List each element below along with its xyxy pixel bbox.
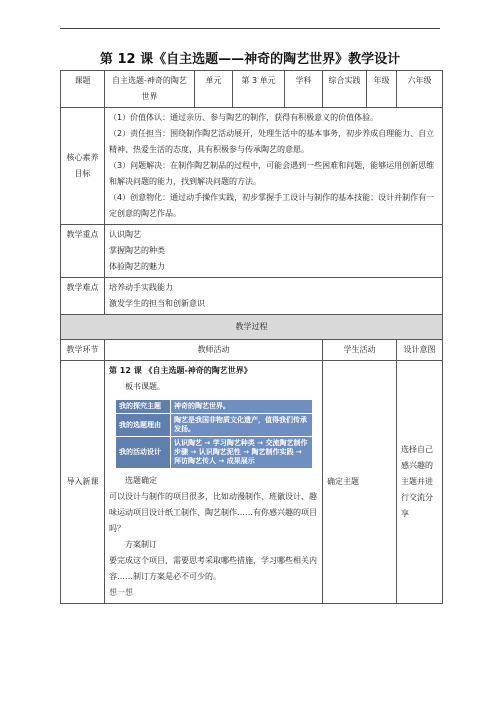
banner-value: 神奇的陶艺世界。	[171, 400, 312, 413]
topic-value: 自主选题-神奇的陶艺世界	[105, 71, 195, 108]
banner-row	[116, 400, 312, 413]
lesson-plan-table	[60, 70, 443, 604]
core-literacy-item: （2）责任担当：围绕制作陶艺活动展开，处理生活中的基本事务，初步养成自理能力、自立精神、热爱生活的态度，具有积极参与传承陶艺的意愿。	[109, 129, 435, 154]
subject-value: 综合实践	[323, 71, 367, 108]
process-title-row	[61, 315, 443, 340]
header-intent: 设计意图	[397, 340, 443, 361]
info-row	[61, 71, 443, 108]
header-stage: 教学环节	[61, 340, 105, 361]
banner-key: 我的探究主题	[116, 400, 170, 413]
header-rule	[60, 28, 440, 29]
lesson-heading: 第 12 课 《自主选题-神奇的陶艺世界》	[109, 366, 252, 375]
plan-heading: 方案制订	[125, 540, 157, 549]
difficulties-label: 教学难点	[61, 278, 105, 315]
difficulties-content	[105, 278, 443, 315]
core-literacy-item: （3）问题解决：在制作陶艺制品的过程中，可能会遇到一些困难和问题，能够运用创新思维和解决问题的能力，找到解决问题的方法。	[109, 161, 435, 186]
unit-label: 单元	[195, 71, 233, 108]
board-note: 板书课题。	[125, 382, 165, 391]
topic-confirm-text: 可以设计与制作的项目很多，比如动漫制作、班徽设计、趣味运动项目设计纸工制作、陶艺制作……有你感兴趣的项目吗？	[109, 492, 317, 533]
key-point-item: 掌握陶艺的种类	[109, 246, 165, 255]
think-prompt: 想一想	[109, 588, 133, 597]
topic-banner	[115, 399, 313, 469]
banner-row	[116, 414, 312, 436]
grade-value: 六年级	[397, 71, 443, 108]
key-point-item: 体验陶艺的魅力	[109, 262, 165, 271]
core-literacy-content	[105, 108, 443, 225]
plan-text: 要完成这个项目，需要思考采取哪些措施，学习哪些相关内容……制订方案是必不可少的。	[109, 556, 317, 581]
header-teacher: 教师活动	[105, 340, 323, 361]
topic-label: 课题	[61, 71, 105, 108]
key-point-item: 认识陶艺	[109, 230, 141, 239]
difficulty-item: 激发学生的担当和创新意识	[109, 299, 205, 308]
subject-label: 学科	[285, 71, 323, 108]
stage-cell: 导入新课	[61, 361, 105, 604]
difficulty-item: 培养动手实践能力	[109, 283, 173, 292]
key-points-label: 教学重点	[61, 225, 105, 278]
core-literacy-item: （4）创意物化：通过动手操作实践，初步掌握手工设计与制作的基本技能；设计并制作有一定创意的陶艺作品。	[109, 193, 435, 218]
grade-label: 年级	[367, 71, 397, 108]
banner-value: 认识陶艺 → 学习陶艺种类 → 交流陶艺制作步骤 → 认识陶艺泥性 → 陶艺制作实践 → 拜访陶艺传人 → 成果展示	[171, 437, 312, 468]
teacher-activity	[105, 361, 323, 604]
student-activity: 确定主题	[323, 361, 397, 604]
process-title: 教学过程	[61, 315, 443, 340]
process-header-row	[61, 340, 443, 361]
design-intent: 选择自己感兴趣的主题并进行交流分享	[397, 361, 443, 604]
difficulties-row	[61, 278, 443, 315]
core-literacy-row	[61, 108, 443, 225]
core-literacy-label: 核心素养目标	[61, 108, 105, 225]
key-points-row	[61, 225, 443, 278]
banner-key: 我的活动设计	[116, 437, 170, 468]
key-points-content	[105, 225, 443, 278]
header-student: 学生活动	[323, 340, 397, 361]
unit-value: 第 3 单元	[233, 71, 285, 108]
banner-key: 我的选题理由	[116, 414, 170, 436]
topic-confirm-heading: 选题确定	[125, 476, 157, 485]
document-title: 第 12 课《自主选题——神奇的陶艺世界》教学设计	[99, 52, 401, 67]
process-row-intro	[61, 361, 443, 604]
core-literacy-item: （1）价值体认：通过亲历、参与陶艺的制作，获得有积极意义的价值体验。	[109, 113, 379, 122]
banner-value: 陶艺是我国非物质文化遗产，值得我们传承发扬。	[171, 414, 312, 436]
banner-row	[116, 437, 312, 468]
